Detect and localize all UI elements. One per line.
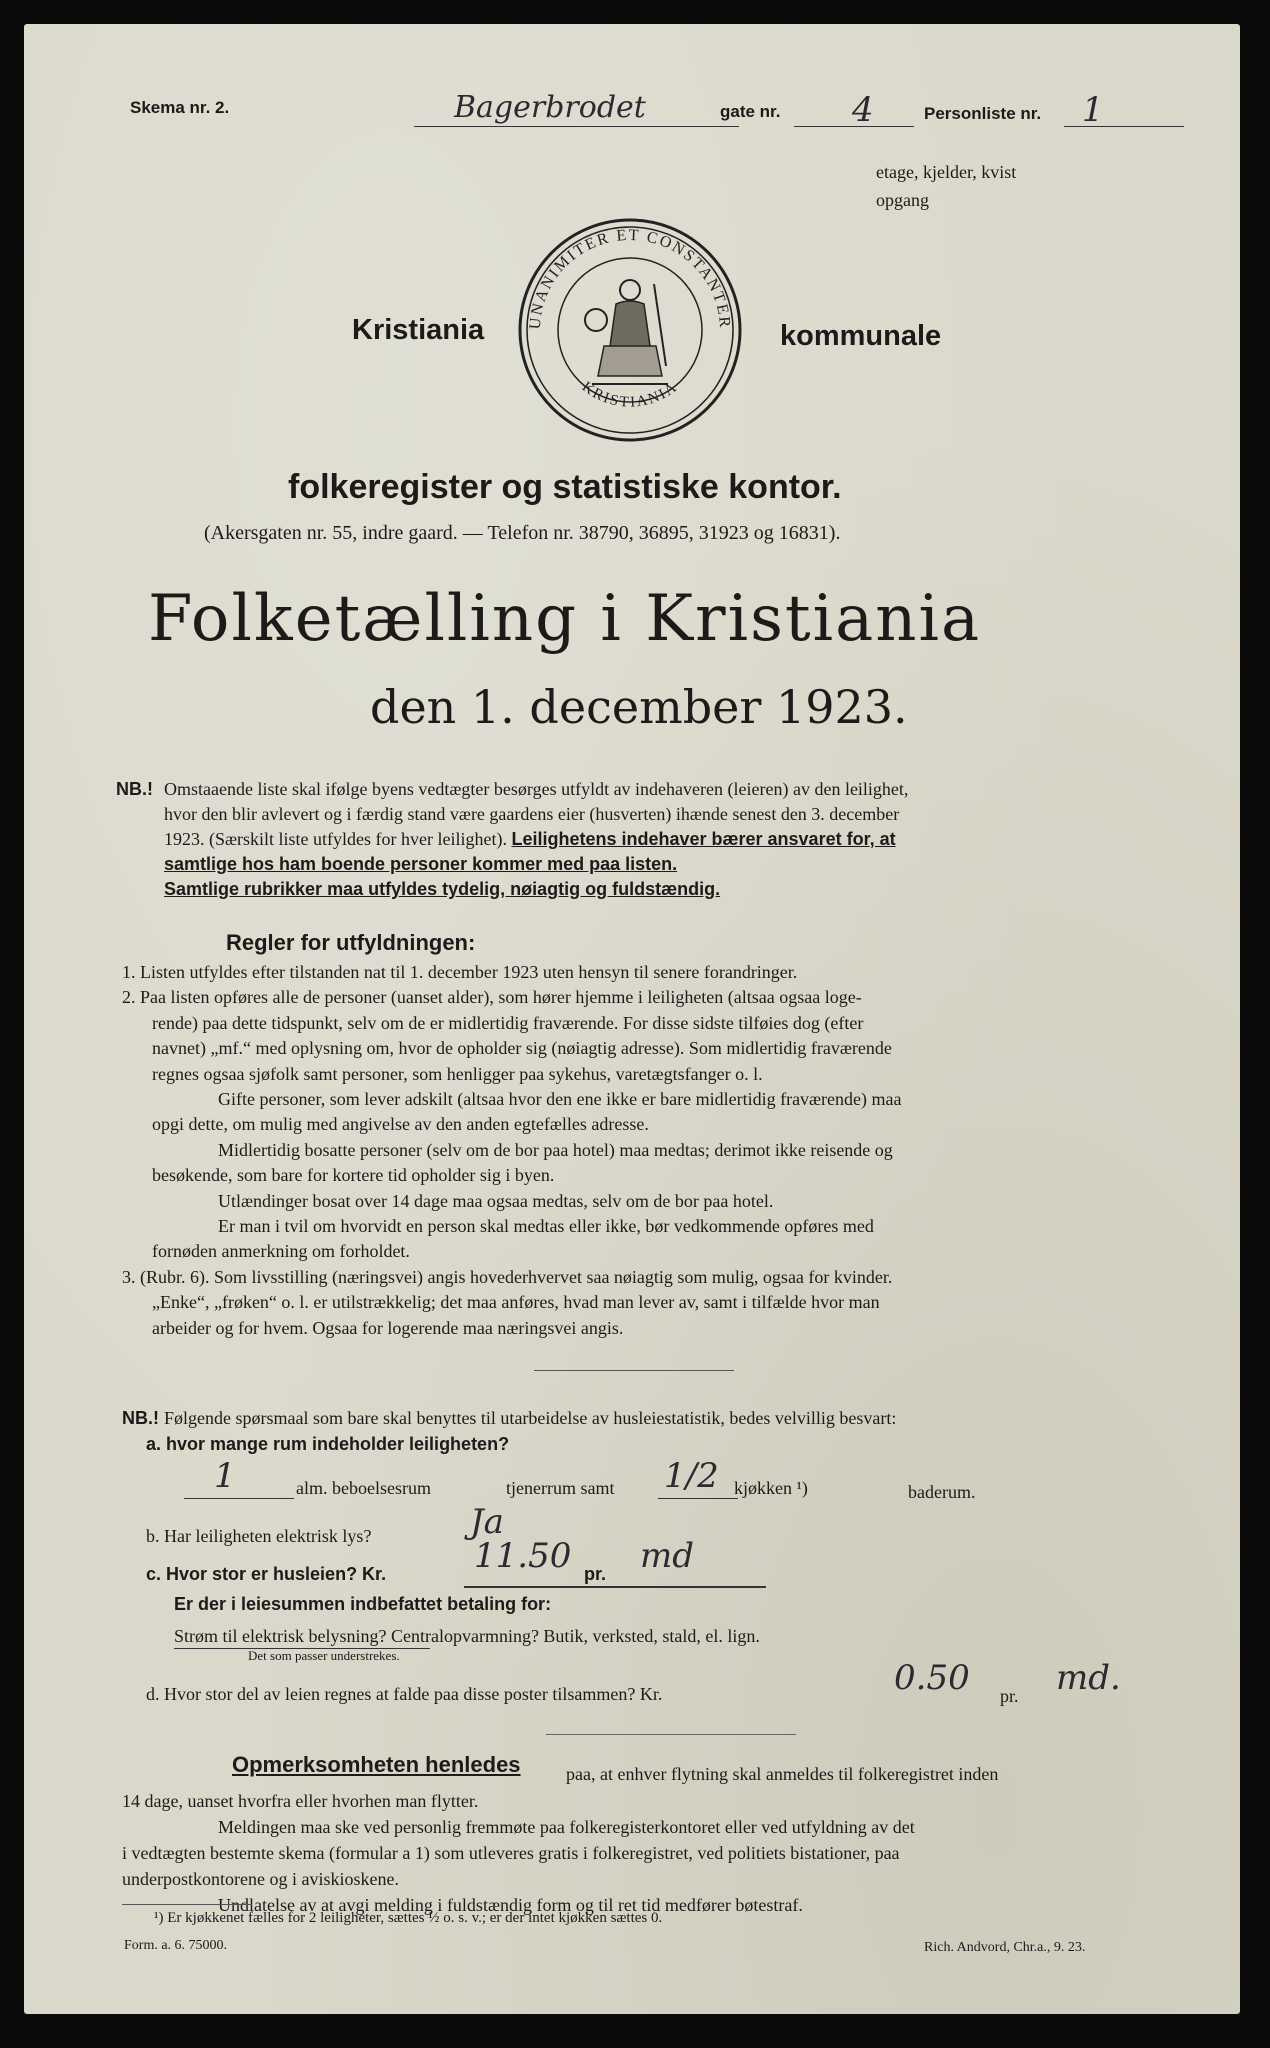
census-form-page <box>24 24 1240 2014</box>
svg-text:KRISTIANIA: KRISTIANIA <box>578 378 682 411</box>
section-divider <box>534 1370 734 1371</box>
tjenerrum-label: tjenerrum samt <box>506 1478 615 1498</box>
share-handwriting: 0.50 <box>894 1658 970 1698</box>
notice-heading: Opmerksomheten henledes <box>232 1752 521 1777</box>
form-number: Form. a. 6. 75000. <box>124 1938 228 1953</box>
included-heading: Er der i leiesummen indbefattet betaling for: <box>174 1594 552 1614</box>
office-address: (Akersgaten nr. 55, indre gaard. — Telefon nr. 38790, 36895, 31923 og 16831). <box>204 522 841 544</box>
rent-handwriting: 11.50 <box>474 1536 572 1576</box>
question-a: a. hvor mange rum indeholder leiligheten? <box>146 1434 510 1454</box>
kjokken-label: kjøkken ¹) <box>734 1478 808 1498</box>
rooms-handwriting: 1 <box>214 1456 236 1496</box>
question-c: c. Hvor stor er husleien? Kr. <box>146 1564 387 1584</box>
share-period-handwriting: md. <box>1056 1658 1121 1698</box>
notice-line1: paa, at enhver flytning skal anmeldes til folkeregistret inden <box>566 1764 999 1784</box>
nb2-label: NB.! <box>122 1408 159 1428</box>
share-per-label: pr. <box>1000 1686 1019 1706</box>
street-line <box>414 126 739 127</box>
main-title: Folketælling i Kristiania <box>148 582 982 656</box>
footnote-rule <box>122 1904 252 1905</box>
printer-credit: Rich. Andvord, Chr.a., 9. 23. <box>924 1940 1086 1955</box>
baderum-label: baderum. <box>908 1482 976 1502</box>
personliste-label: Personliste nr. <box>924 104 1042 123</box>
light-handwriting: Ja <box>470 1502 504 1542</box>
rent-line <box>464 1586 766 1588</box>
kitchen-handwriting: 1/2 <box>664 1456 719 1496</box>
personliste-handwriting: 1 <box>1082 90 1104 130</box>
rent-period-handwriting: md <box>640 1536 695 1576</box>
opgang-label: opgang <box>876 190 929 210</box>
office-name: folkeregister og statistiske kontor. <box>288 468 842 506</box>
census-date: den 1. december 1923. <box>370 680 908 734</box>
notice-paragraph: 14 dage, uanset hvorfra eller hvorhen man flytter. Meldingen maa ske ved personlig fremmøte paa folkeregisterkontoret eller ved utfyldning av det i vedtægten bestemte skema (formular a 1) som utleveres gratis i folkeregistret, ved politiets bistationer, paa underpostkontorene og i aviskioskene. Undlatelse av at avgi melding i fuldstændig form og til ret tid medfører bøtestraf. <box>122 1791 915 1915</box>
included-items: Strøm til elektrisk belysning? Centralopvarmning? Butik, verksted, stald, el. lign. <box>174 1626 760 1646</box>
question-d: d. Hvor stor del av leien regnes at falde paa disse poster tilsammen? Kr. <box>146 1684 663 1704</box>
question-b: b. Har leiligheten elektrisk lys? <box>146 1526 372 1546</box>
kristiania-seal <box>516 216 744 444</box>
etage-options: etage, kjelder, kvist <box>876 162 1017 182</box>
office-right-word: kommunale <box>780 320 942 352</box>
section-divider-2 <box>546 1734 796 1735</box>
nb1-label: NB.! <box>116 779 153 799</box>
gate-label: gate nr. <box>720 102 781 121</box>
alm-label: alm. beboelsesrum <box>296 1478 431 1498</box>
street-handwriting: Bagerbrodet <box>454 90 646 125</box>
rules-list: 1. Listen utfyldes efter tilstanden nat til 1. december 1923 uten hensyn til senere forandringer. 2. Paa listen opføres alle de personer (uanset alder), som hører hjemme i leiligheten (altsaa ogsaa loge- rende) paa dette tidspunkt, selv om de er midlertidig fraværende. For disse sidste tilføies dog (efter navnet) „mf.“ med oplysning om, hvor de opholder sig (nøiagtig adresse). Som midlertidig fraværende regnes ogsaa sjøfolk samt personer, som henligger paa sykehus, varetægtsfanger o. l. Gifte personer, som lever adskilt (altsaa hvor den ene ikke er bare midlertidig fraværende) maa opgi dette, om mulig med angivelse av den anden egtefælles adresse. Midlertidig bosatte personer (selv om de bor paa hotel) maa medtas; derimot ikke reisende og besøkende, som bare for kortere tid opholder sig i byen. Utlændinger bosat over 14 dage maa ogsaa medtas, selv om de bor paa hotel. Er man i tvil om hvorvidt en person skal medtas eller ikke, bør vedkommende opføres med fornøden anmerkning om forholdet. 3. (Rubr. 6). Som livsstilling (næringsvei) angis hovederhvervet saa nøiagtig som mulig, ogsaa for kvinder. „Enke“, „frøken“ o. l. er utilstrækkelig; det maa anføres, hvad man lever av, samt i tilfælde hvor man arbeider og for hvem. Ogsaa for logerende maa næringsvei angis. <box>122 962 902 1338</box>
included-note: Det som passer understrekes. <box>248 1648 400 1663</box>
skema-number: Skema nr. 2. <box>130 98 230 117</box>
nb2-intro: Følgende spørsmaal som bare skal benyttes til utarbeidelse av husleiestatistik, bedes velvillig besvart: <box>164 1408 897 1428</box>
rules-heading: Regler for utfyldningen: <box>226 930 476 955</box>
rent-per-label: pr. <box>584 1564 607 1584</box>
kitchen-line <box>658 1498 738 1499</box>
footnote: ¹) Er kjøkkenet fælles for 2 leiligheter, sættes ½ o. s. v.; er der intet kjøkken sættes 0. <box>154 1910 663 1926</box>
gate-handwriting: 4 <box>852 90 874 130</box>
rooms-line <box>184 1498 294 1499</box>
svg-text:UNANIMITER ET CONSTANTER: UNANIMITER ET CONSTANTER <box>526 226 734 330</box>
office-left-word: Kristiania <box>352 314 485 346</box>
nb1-paragraph: Omstaaende liste skal ifølge byens vedtægter besørges utfyldt av indehaveren (leieren) av den leilighet, hvor den blir avlevert og i færdig stand være gaardens eier (husverten) ihænde senest den 3. december 1923. (Særskilt liste utfyldes for hver leilighet). Leilighetens indehaver bærer ansvaret for, at samtlige hos ham boende personer kommer med paa listen. Samtlige rubrikker maa utfyldes tydelig, nøiagtig og fuldstændig. <box>164 779 909 899</box>
